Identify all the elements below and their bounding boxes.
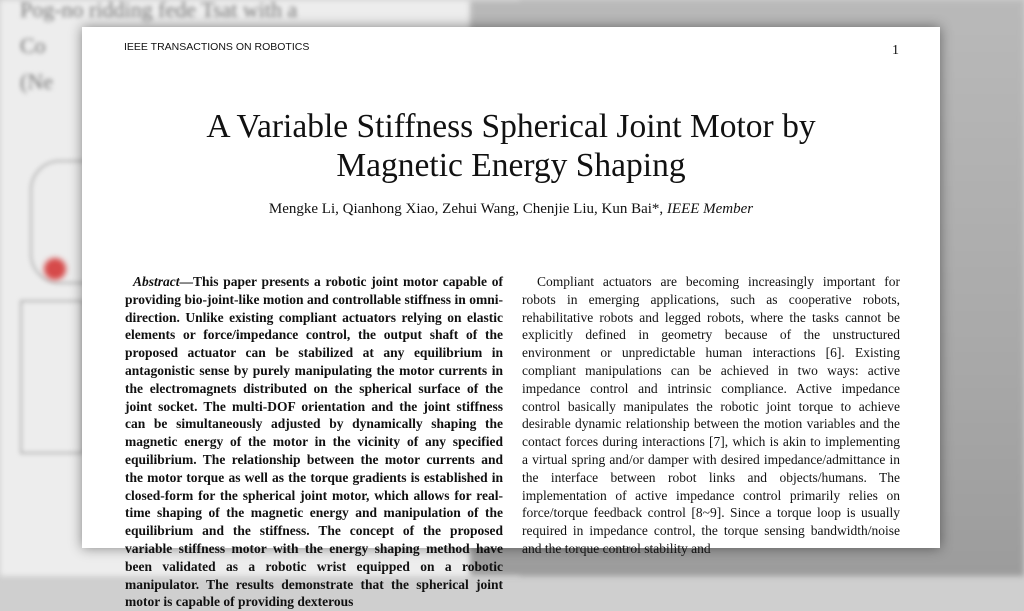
author-list: [82, 201, 940, 218]
journal-name: IEEE TRANSACTIONS ON ROBOTICS: [124, 41, 310, 53]
background-blurred-text: Pog-no ridding fede Tsat with a Co (Ne: [20, 0, 298, 94]
authors-names: Mengke Li, Qianhong Xiao, Zehui Wang, Chenjie Liu, Kun Bai*,: [268, 201, 667, 217]
background-red-marker: [44, 258, 66, 280]
introduction-column: [522, 273, 900, 558]
page-number: 1: [892, 43, 899, 58]
abstract-text: —This paper presents a robotic joint motor capable of providing bio-joint-like motion and controllable stiffness in omni-direction. Unlike existing compliant actuators relying on elastic elements or force/impedance control, the output shaft of the proposed actuator can be stabilized at any equilibrium in antagonistic sense by purely manipulating the motor currents in the electromagnets distributed on the spherical surface of the joint socket. The multi-DOF orientation and the joint stiffness can be simultaneously adjusted by dynamically shaping the magnetic energy of the motor in the vicinity of any specified equilibrium. The relationship between the motor currents and the motor torque as well as the torque gradients is established in closed-form for the spherical joint motor, which allows for real-time shaping of the magnetic energy and manipulation of the equilibrium and the stiffness. The concept of the proposed variable stiffness motor with the energy shaping method have been validated as a robotic wrist equipped on a robotic manipulator. The results demonstrate that the spherical joint motor is capable of providing dexterous: [125, 274, 503, 610]
introduction-paragraph: Compliant actuators are becoming increasingly important for robots in emerging applications, such as cooperative robots, rehabilitative robots and legged robots, where the tasks cannot be explicitly defined in geometry because of the unstructured environment or unpredictable human interactions [6]. Existing compliant manipulations can be achieved in two ways: active impedance control and intrinsic compliance. Active impedance control basically manipulates the robotic joint torque to achieve desirable dynamic relationship between the motion variables and the contact forces during interactions [7], which is akin to implementing a virtual spring and/or damper with desired impedance/admittance in the interface between robot links and objects/humans. The implementation of active impedance control primarily relies on force/torque feedback control [8~9]. Since a torque loop is usually required in impedance control, the torque sensing bandwidth/noise and the torque control stability and: [522, 274, 900, 556]
abstract-label: Abstract: [133, 274, 180, 289]
paper-page: [82, 27, 940, 610]
title-line-2: Magnetic Energy Shaping: [336, 147, 686, 184]
background-figure-frame: [20, 300, 84, 454]
title-line-1: A Variable Stiffness Spherical Joint Motor by: [206, 108, 816, 145]
authors-member-tag: IEEE Member: [666, 201, 754, 217]
paper-title: [82, 107, 940, 185]
abstract-column: [125, 273, 503, 611]
